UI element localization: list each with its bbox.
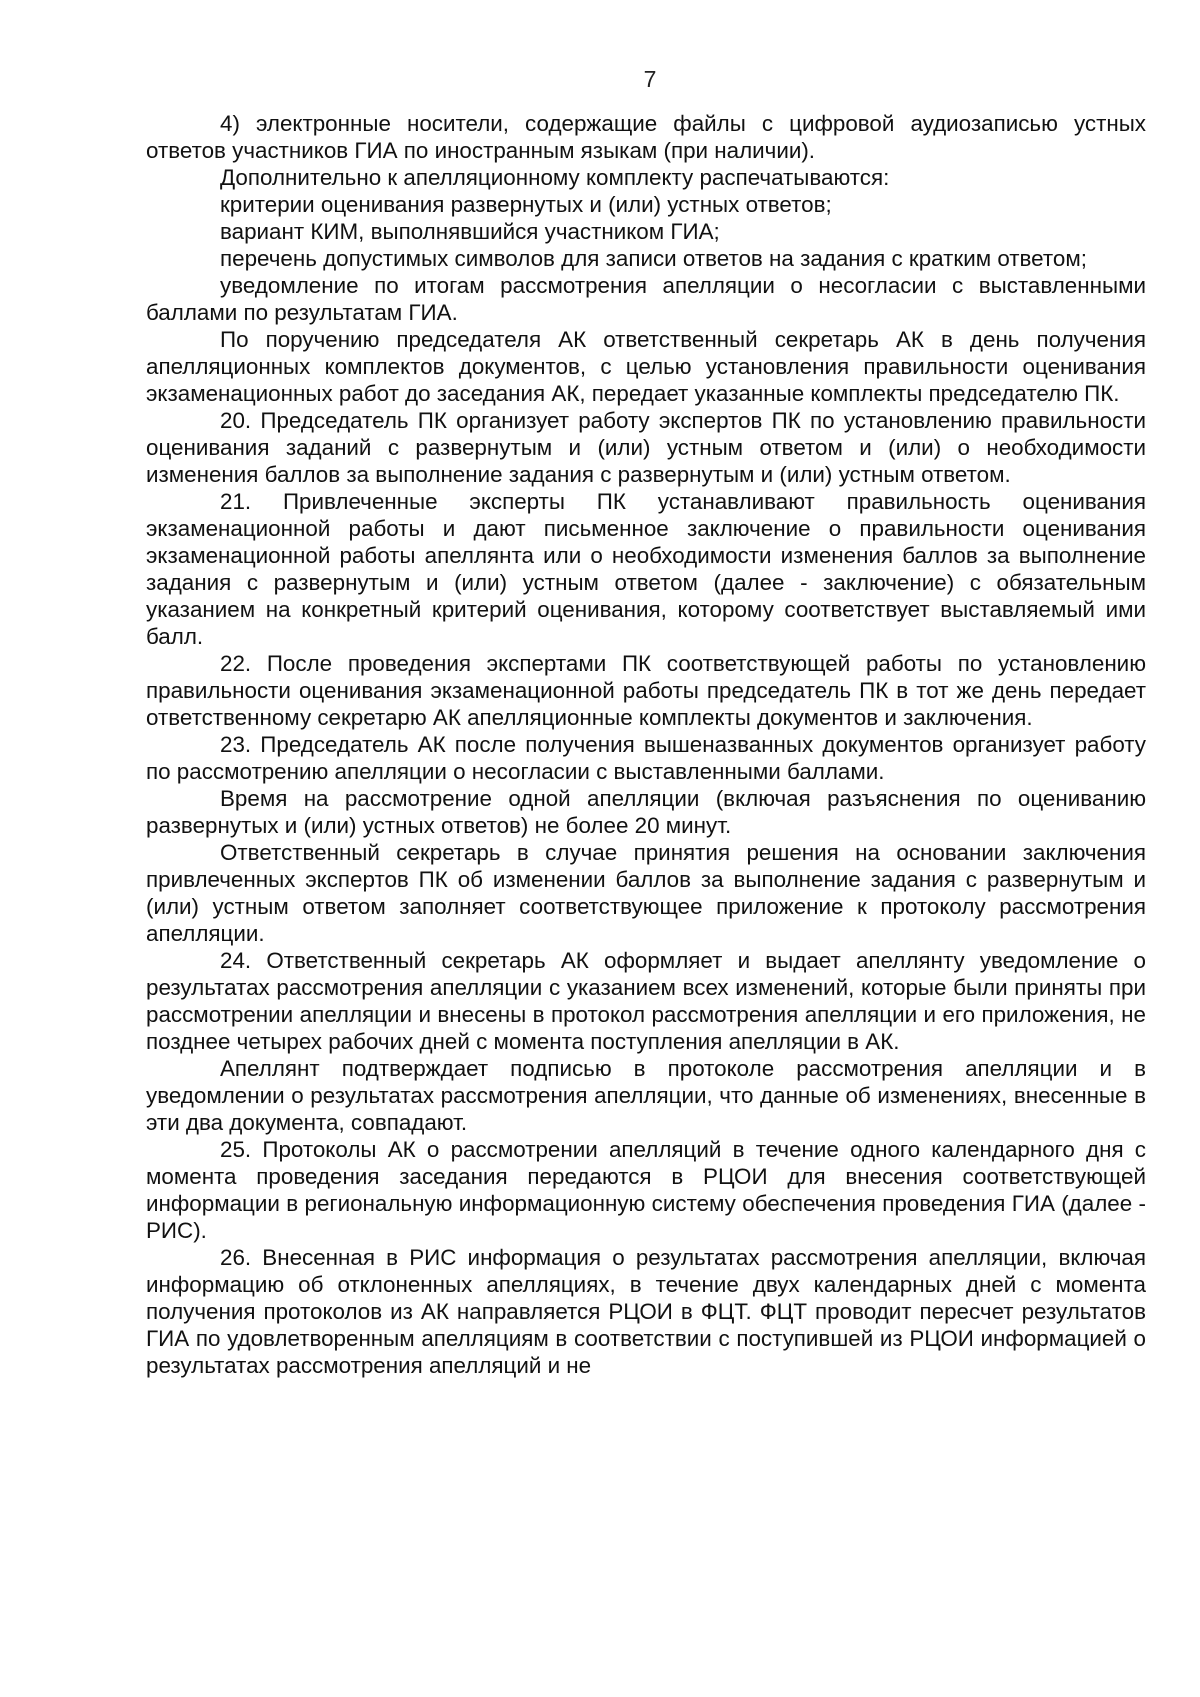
paragraph: 26. Внесенная в РИС информация о результатах рассмотрения апелляции, включая информацию об отклоненных апелляциях, в течение двух календарных дней с момента получения протоколов из АК направляется РЦОИ в ФЦТ. ФЦТ проводит пересчет результатов ГИА по удовлетворенным апелляциям в соответствии с поступившей из РЦОИ информацией о результатах рассмотрения апелляций и не xyxy=(146,1245,1146,1378)
paragraph: 22. После проведения экспертами ПК соответствующей работы по установлению правильности оценивания экзаменационной работы председатель ПК в тот же день передает ответственному секретарю АК апелляционные комплекты документов и заключения. xyxy=(146,651,1146,730)
paragraph: критерии оценивания развернутых и (или) устных ответов; xyxy=(220,192,832,217)
paragraph: перечень допустимых символов для записи ответов на задания с кратким ответом; xyxy=(220,246,1087,271)
page-number: 7 xyxy=(643,66,657,92)
paragraph: Ответственный секретарь в случае принятия решения на основании заключения привлеченных экспертов ПК об изменении баллов за выполнение задания с развернутым и (или) устным ответом заполняет соответствующее приложение к протоколу рассмотрения апелляции. xyxy=(146,840,1146,946)
paragraph: Время на рассмотрение одной апелляции (включая разъяснения по оцениванию развернутых и (или) устных ответов) не более 20 минут. xyxy=(146,786,1146,838)
paragraph: 24. Ответственный секретарь АК оформляет и выдает апеллянту уведомление о результатах рассмотрения апелляции с указанием всех изменений, которые были приняты при рассмотрении апелляции и внесены в протокол рассмотрения апелляции и его приложения, не позднее четырех рабочих дней с момента поступления апелляции в АК. xyxy=(146,948,1146,1054)
paragraph: уведомление по итогам рассмотрения апелляции о несогласии с выставленными баллами по результатам ГИА. xyxy=(146,273,1146,325)
paragraph: Апеллянт подтверждает подписью в протоколе рассмотрения апелляции и в уведомлении о результатах рассмотрения апелляции, что данные об изменениях, внесенные в эти два документа, совпадают. xyxy=(146,1056,1146,1135)
document-body xyxy=(146,110,1146,1379)
paragraph: 21. Привлеченные эксперты ПК устанавливают правильность оценивания экзаменационной работы и дают письменное заключение о правильности оценивания экзаменационной работы апеллянта или о необходимости изменения баллов за выполнение задания с развернутым и (или) устным ответом (далее - заключение) с обязательным указанием на конкретный критерий оценивания, которому соответствует выставляемый ими балл. xyxy=(146,489,1146,649)
paragraph: вариант КИМ, выполнявшийся участником ГИА; xyxy=(220,219,720,244)
paragraph: 23. Председатель АК после получения вышеназванных документов организует работу по рассмотрению апелляции о несогласии с выставленными баллами. xyxy=(146,732,1146,784)
paragraph: Дополнительно к апелляционному комплекту распечатываются: xyxy=(220,165,890,190)
paragraph: По поручению председателя АК ответственный секретарь АК в день получения апелляционных комплектов документов, с целью установления правильности оценивания экзаменационных работ до заседания АК, передает указанные комплекты председателю ПК. xyxy=(146,327,1146,406)
paragraph: 20. Председатель ПК организует работу экспертов ПК по установлению правильности оценивания заданий с развернутым и (или) устным ответом и (или) о необходимости изменения баллов за выполнение задания с развернутым и (или) устным ответом. xyxy=(146,408,1146,487)
paragraph: 25. Протоколы АК о рассмотрении апелляций в течение одного календарного дня с момента проведения заседания передаются в РЦОИ для внесения соответствующей информации в региональную информационную систему обеспечения проведения ГИА (далее - РИС). xyxy=(146,1137,1146,1243)
paragraph: 4) электронные носители, содержащие файлы с цифровой аудиозаписью устных ответов участников ГИА по иностранным языкам (при наличии). xyxy=(146,111,1146,163)
